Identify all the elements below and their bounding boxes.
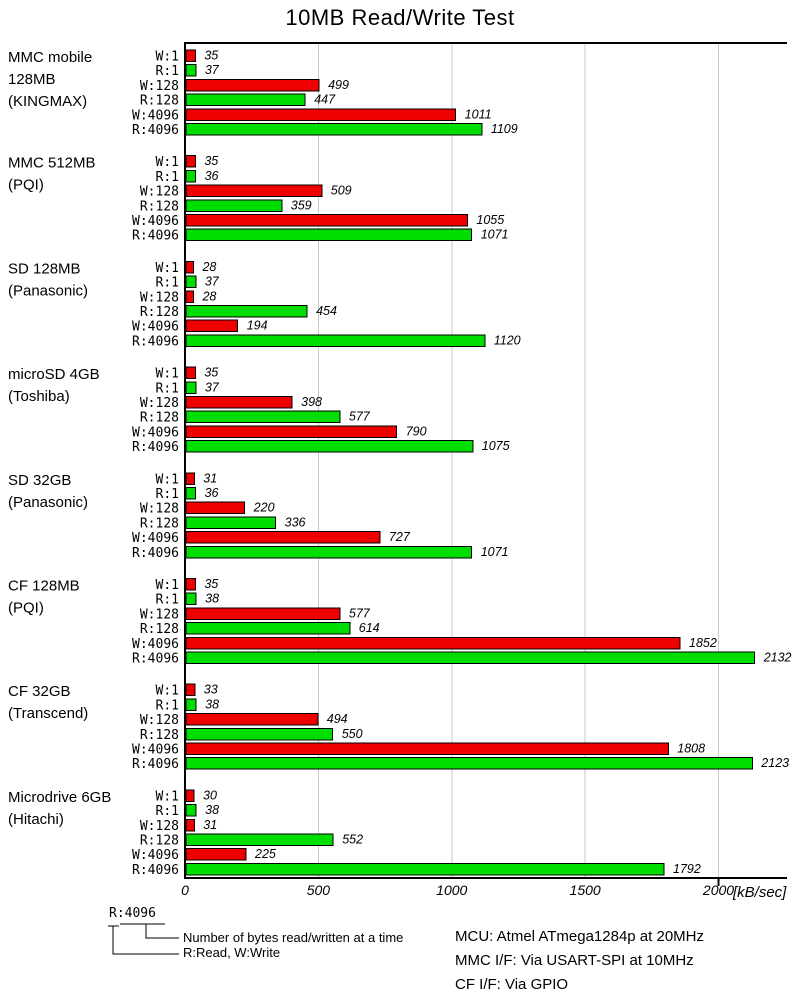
bar [186,834,333,846]
bar-row-label: R:4096 [132,440,179,456]
bar [186,382,196,394]
bar-value-label: 494 [326,712,348,727]
bar-row-label: R:128 [139,93,179,109]
group-label: (Panasonic) [8,282,89,300]
bar-row-label: W:4096 [132,319,179,335]
bar-value-label: 38 [205,803,220,818]
bar-row-label: R:128 [139,833,179,849]
x-tick-label: 0 [181,882,189,898]
bar-value-label: 1852 [689,635,717,650]
group-label: (PQI) [8,599,44,617]
bar-value-label: 577 [348,606,370,621]
bar [186,426,397,438]
bar [186,473,194,485]
bar [186,593,196,605]
bar-value-label: 28 [202,289,217,304]
bar-row-label: W:1 [155,260,179,276]
bar-value-label: 1075 [481,439,510,454]
bar [186,517,276,529]
bar-value-label: 38 [205,591,220,606]
bar-value-label: 577 [348,409,370,424]
bar [186,229,472,241]
group-label: SD 32GB [8,471,72,489]
bar [186,156,195,168]
bar-value-label: 1808 [677,741,706,756]
bar-row-label: W:128 [139,818,179,834]
bar [186,863,664,875]
bar-value-label: 36 [204,168,219,183]
bar [186,684,195,696]
group-label: (Toshiba) [8,388,70,406]
group-label: MMC mobile [8,49,93,66]
group-label: (Transcend) [8,705,89,723]
bar-value-label: 35 [204,365,219,380]
bar-row-label: W:1 [155,578,179,593]
bar-row-label: R:1 [155,169,179,185]
bar [186,608,340,620]
info-line-cf-if: CF I/F: Via GPIO [455,976,569,993]
bar-value-label: 37 [204,274,219,289]
bar [186,109,456,121]
bar-value-label: 1792 [673,861,701,876]
bar-value-label: 359 [290,198,312,213]
bar [186,488,196,500]
bar [186,185,322,197]
bar-value-label: 33 [203,682,218,697]
info-line-mcu: MCU: Atmel ATmega1284p at 20MHz [455,928,704,945]
x-axis-unit-label: [kB/sec] [733,884,787,901]
bar-value-label: 38 [205,697,220,712]
bar-row-label: R:4096 [132,123,179,138]
bar-row-label: R:4096 [132,334,179,350]
bar-row-label: W:128 [139,501,179,517]
bar-value-label: 35 [204,154,219,169]
bar-row-label: W:4096 [132,214,179,229]
legend-sample-label: R:4096 [109,906,156,921]
bar-value-label: 727 [388,530,410,545]
x-tick-label: 500 [306,882,331,898]
bar-row-label: R:1 [155,64,179,80]
group-label: (PQI) [8,176,44,194]
bar-row-label: W:128 [139,607,179,623]
bar [186,94,305,106]
bar [186,170,196,182]
chart-title: 10MB Read/Write Test [285,5,515,30]
bar [186,637,680,649]
bar-value-label: 1011 [464,107,492,122]
bar-value-label: 36 [204,486,219,500]
group-label: (Hitachi) [8,810,64,828]
bar-value-label: 31 [203,471,218,486]
bar-value-label: 398 [301,395,323,409]
bar-row-label: W:4096 [132,636,179,652]
bar [186,335,485,347]
x-tick-label: 2000 [702,882,735,898]
bar-value-label: 37 [204,63,219,78]
bar [186,65,196,77]
bar [186,743,668,755]
bar [186,261,193,273]
bar [186,441,473,453]
bar-value-label: 499 [328,77,349,92]
bar-row-label: R:4096 [132,651,179,667]
bar-row-label: W:4096 [132,848,179,864]
bar-value-label: 550 [341,726,363,741]
bar-row-label: R:1 [155,275,179,291]
bar-row-label: W:1 [155,683,179,699]
bar-value-label: 790 [405,424,427,439]
bar [186,714,318,726]
bar-row-label: W:1 [155,789,179,805]
bar-value-label: 31 [203,817,218,832]
bar-row-label: W:4096 [132,108,179,124]
bar-value-label: 1055 [476,213,505,227]
bar [186,397,292,409]
bar [186,79,319,91]
bar [186,728,333,740]
info-line-mmc-if: MMC I/F: Via USART-SPI at 10MHz [455,952,694,969]
bar-value-label: 194 [246,318,268,333]
bar-row-label: R:1 [155,592,179,608]
group-label: microSD 4GB [8,366,100,384]
group-label: (Panasonic) [8,493,89,511]
group-label: CF 128MB [8,577,80,595]
bar [186,758,752,770]
bar [186,50,195,62]
group-label: CF 32GB [8,683,71,701]
bar-value-label: 30 [203,788,217,803]
bar-value-label: 509 [330,183,352,198]
bar-value-label: 35 [204,48,219,63]
bar [186,532,380,544]
bar-row-label: R:1 [155,804,179,820]
bar [186,623,350,635]
group-label: MMC 512MB [8,154,96,172]
bar [186,502,245,514]
bar-row-label: W:4096 [132,425,179,441]
bar-row-label: W:128 [139,713,179,729]
bar-value-label: 447 [314,92,336,107]
bar-row-label: R:4096 [132,228,179,244]
bar [186,790,194,802]
legend-bytes-note: Number of bytes read/written at a time [183,930,404,945]
bar [186,367,195,379]
bar-value-label: 454 [316,304,337,318]
bar-value-label: 28 [202,259,217,274]
bar-row-label: W:1 [155,366,179,382]
group-label: (KINGMAX) [8,93,88,110]
bar-value-label: 225 [255,847,276,862]
bar-row-label: W:128 [139,78,179,94]
bar-value-label: 552 [342,832,364,847]
bar [186,546,472,558]
bar-row-label: W:4096 [132,531,179,547]
bar-value-label: 1120 [493,333,521,348]
bar [186,215,467,227]
bar-value-label: 1109 [490,122,518,136]
bar [186,291,193,303]
bar-row-label: R:1 [155,698,179,714]
bar-row-label: R:4096 [132,757,179,773]
bar [186,579,195,591]
bar-row-label: W:128 [139,290,179,306]
group-label: 128MB [8,71,56,88]
bar-row-label: R:128 [139,305,179,320]
bar-value-label: 37 [204,380,219,395]
bar [186,652,755,664]
bar-row-label: W:128 [139,396,179,411]
x-tick-label: 1000 [436,882,468,898]
bar [186,805,196,817]
bar-row-label: R:128 [139,727,179,743]
bar-row-label: R:128 [139,199,179,215]
bar-row-label: R:128 [139,622,179,638]
bar-row-label: W:128 [139,184,179,200]
bar-value-label: 336 [284,515,306,530]
bar-row-label: R:128 [139,516,179,532]
x-tick-label: 1500 [569,882,601,898]
bar-value-label: 2123 [761,756,790,771]
bar [186,819,194,831]
bar-value-label: 1071 [480,544,509,559]
bar-row-label: W:1 [155,49,179,65]
bar-value-label: 220 [253,500,275,515]
bar-row-label: W:4096 [132,742,179,758]
bar-row-label: R:1 [155,381,179,397]
bar-row-label: R:4096 [132,545,179,561]
legend-rw-note: R:Read, W:Write [183,945,281,960]
bar [186,849,246,861]
bar [186,200,282,212]
bar [186,411,340,423]
group-label: Microdrive 6GB [8,788,112,806]
bar-value-label: 614 [358,621,380,636]
system-info [455,925,704,997]
bar-row-label: W:1 [155,155,179,171]
bar-row-label: R:1 [155,487,179,502]
bar-row-label: R:4096 [132,862,179,878]
bar [186,306,307,318]
bar [186,699,196,711]
bar-row-label: R:128 [139,410,179,426]
bar-value-label: 35 [204,577,219,591]
bar-value-label: 1071 [480,227,509,242]
bar-row-label: W:1 [155,472,179,488]
group-label: SD 128MB [8,260,81,278]
bar-value-label: 2132 [763,650,792,665]
bar [186,276,196,288]
bar [186,124,482,136]
bar [186,320,238,332]
